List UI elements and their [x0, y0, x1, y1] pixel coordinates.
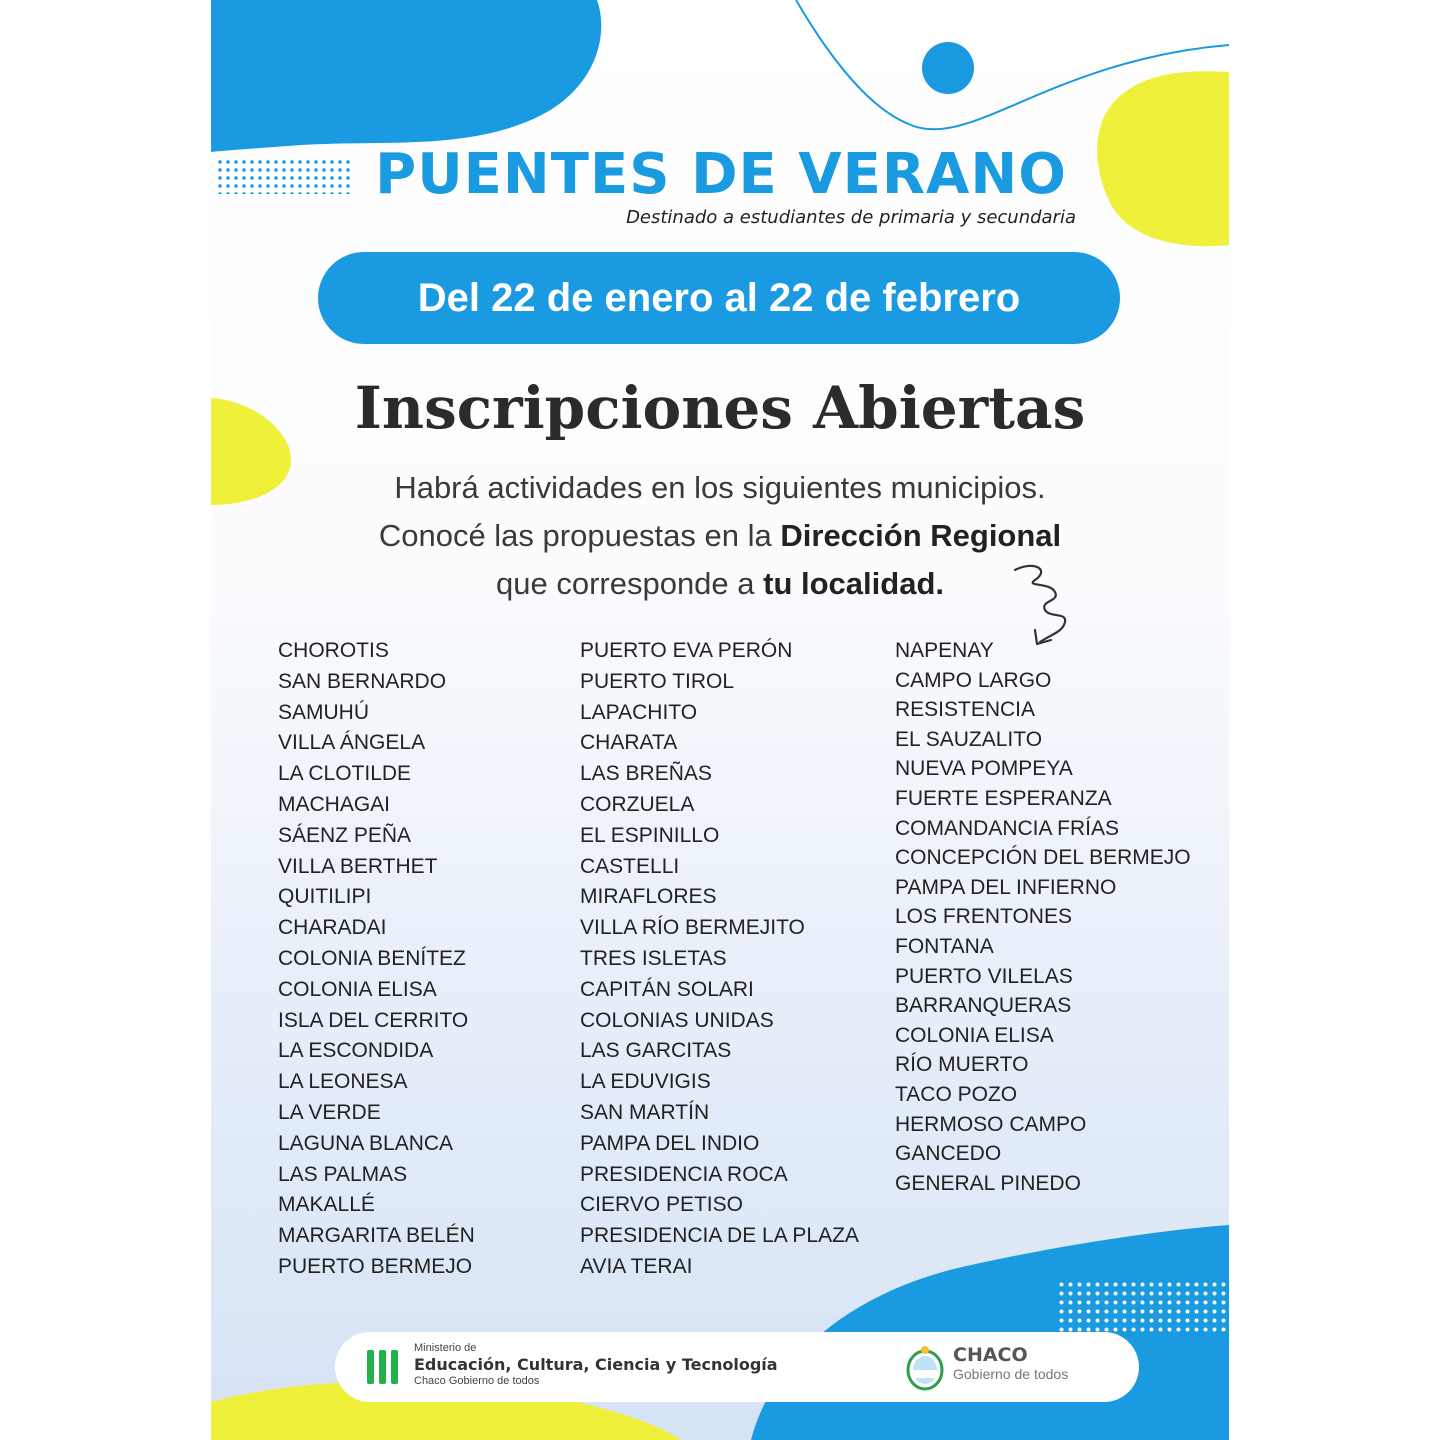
- intro-line-2-bold: Dirección Regional: [780, 518, 1062, 553]
- municipio-item: CHARATA: [580, 731, 678, 755]
- municipio-item: FONTANA: [895, 934, 994, 958]
- municipio-item: COMANDANCIA FRÍAS: [895, 816, 1120, 840]
- municipio-item: LAGUNA BLANCA: [278, 1131, 454, 1155]
- municipio-item: PUERTO VILELAS: [895, 964, 1073, 988]
- ministry-tagline: Chaco Gobierno de todos: [414, 1375, 540, 1387]
- top-right-yellow-blob: [1097, 71, 1229, 246]
- municipio-item: HERMOSO CAMPO: [895, 1112, 1087, 1136]
- municipio-item: PRESIDENCIA ROCA: [580, 1162, 788, 1186]
- municipio-item: COLONIA BENÍTEZ: [278, 946, 466, 970]
- ministry-label: Ministerio de: [414, 1342, 477, 1354]
- ministry-name: Educación, Cultura, Ciencia y Tecnología: [414, 1355, 778, 1374]
- municipio-item: VILLA RÍO BERMEJITO: [580, 916, 805, 940]
- top-left-blue-blob: [211, 0, 601, 152]
- municipio-item: CASTELLI: [580, 854, 680, 878]
- municipio-item: CORZUELA: [580, 792, 695, 816]
- municipio-item: SAMUHÚ: [278, 700, 370, 724]
- municipio-item: PUERTO EVA PERÓN: [580, 639, 793, 662]
- municipio-item: GANCEDO: [895, 1142, 1002, 1166]
- municipio-item: MACHAGAI: [278, 792, 391, 816]
- intro-line-3-text: que corresponde a: [496, 566, 764, 601]
- municipio-item: CIERVO PETISO: [580, 1193, 743, 1217]
- municipio-item: LA ESCONDIDA: [278, 1039, 434, 1063]
- date-range-banner: Del 22 de enero al 22 de febrero: [318, 252, 1120, 344]
- municipio-item: NAPENAY: [895, 639, 994, 662]
- municipio-item: COLONIA ELISA: [895, 1023, 1054, 1047]
- municipio-item: VILLA BERTHET: [278, 854, 438, 878]
- municipio-item: PUERTO BERMEJO: [278, 1254, 473, 1278]
- municipio-item: CAMPO LARGO: [895, 668, 1052, 692]
- intro-line-2: [211, 512, 1229, 560]
- intro-line-2-text: Conocé las propuestas en la: [378, 518, 781, 553]
- page-subtitle: Destinado a estudiantes de primaria y secundaria: [626, 207, 1076, 228]
- municipios-column-3: [895, 636, 1191, 1198]
- page-title: PUENTES DE VERANO: [375, 142, 1067, 207]
- municipio-item: MAKALLÉ: [278, 1193, 375, 1217]
- ministry-logo-icon: [367, 1350, 399, 1384]
- municipio-item: CHARADAI: [278, 916, 387, 940]
- municipio-item: RESISTENCIA: [895, 698, 1036, 722]
- municipio-item: PUERTO TIROL: [580, 669, 735, 693]
- chaco-name: CHACO: [953, 1344, 1028, 1366]
- municipio-item: ISLA DEL CERRITO: [278, 1008, 469, 1032]
- municipios-column-1: [278, 636, 475, 1283]
- municipio-item: CONCEPCIÓN DEL BERMEJO: [895, 846, 1191, 870]
- municipio-item: EL ESPINILLO: [580, 823, 720, 847]
- municipio-item: LAPACHITO: [580, 700, 698, 724]
- municipio-item: MIRAFLORES: [580, 885, 717, 909]
- municipio-item: RÍO MUERTO: [895, 1053, 1029, 1077]
- intro-line-3-bold: tu localidad.: [763, 566, 944, 601]
- poster: [211, 0, 1229, 1440]
- municipio-item: COLONIAS UNIDAS: [580, 1008, 774, 1032]
- municipio-item: LAS BREÑAS: [580, 762, 712, 786]
- municipio-item: FUERTE ESPERANZA: [895, 786, 1112, 810]
- municipio-item: LOS FRENTONES: [895, 905, 1072, 929]
- municipio-item: QUITILIPI: [278, 885, 372, 909]
- top-blue-dot: [922, 42, 974, 94]
- municipio-item: VILLA ÁNGELA: [278, 731, 426, 755]
- municipio-item: PRESIDENCIA DE LA PLAZA: [580, 1224, 859, 1248]
- municipio-item: CHOROTIS: [278, 639, 389, 662]
- municipio-item: TACO POZO: [895, 1082, 1018, 1106]
- municipio-item: PAMPA DEL INDIO: [580, 1131, 760, 1155]
- municipio-item: MARGARITA BELÉN: [278, 1224, 475, 1248]
- municipio-item: LA CLOTILDE: [278, 762, 412, 786]
- municipio-item: TRES ISLETAS: [580, 946, 727, 970]
- ministry-logo: [414, 1342, 778, 1388]
- municipio-item: GENERAL PINEDO: [895, 1171, 1081, 1195]
- municipio-item: SAN MARTÍN: [580, 1100, 710, 1124]
- municipio-item: LA EDUVIGIS: [580, 1070, 711, 1094]
- dots-pattern-right: [1057, 1280, 1229, 1332]
- municipio-item: SAN BERNARDO: [278, 669, 447, 693]
- intro-line-1: Habrá actividades en los siguientes municipios.: [394, 470, 1046, 505]
- municipio-item: EL SAUZALITO: [895, 727, 1043, 751]
- chaco-seal-icon: [903, 1344, 947, 1392]
- municipio-item: CAPITÁN SOLARI: [580, 977, 754, 1001]
- municipio-item: SÁENZ PEÑA: [278, 823, 412, 847]
- footer-logo-bar: [335, 1332, 1139, 1402]
- chaco-logo: [953, 1344, 1068, 1382]
- municipio-item: LAS PALMAS: [278, 1162, 408, 1186]
- municipio-item: COLONIA ELISA: [278, 977, 437, 1001]
- municipio-item: NUEVA POMPEYA: [895, 757, 1073, 781]
- municipios-column-2: [580, 636, 859, 1283]
- chaco-tagline: Gobierno de todos: [953, 1366, 1069, 1382]
- headline: Inscripciones Abiertas: [354, 374, 1086, 442]
- dots-pattern-left: [216, 158, 350, 194]
- municipio-item: BARRANQUERAS: [895, 994, 1072, 1018]
- municipio-item: LAS GARCITAS: [580, 1039, 732, 1063]
- municipio-item: LA LEONESA: [278, 1070, 408, 1094]
- municipio-item: LA VERDE: [278, 1100, 381, 1124]
- municipio-item: AVIA TERAI: [580, 1254, 693, 1278]
- municipio-item: PAMPA DEL INFIERNO: [895, 875, 1117, 899]
